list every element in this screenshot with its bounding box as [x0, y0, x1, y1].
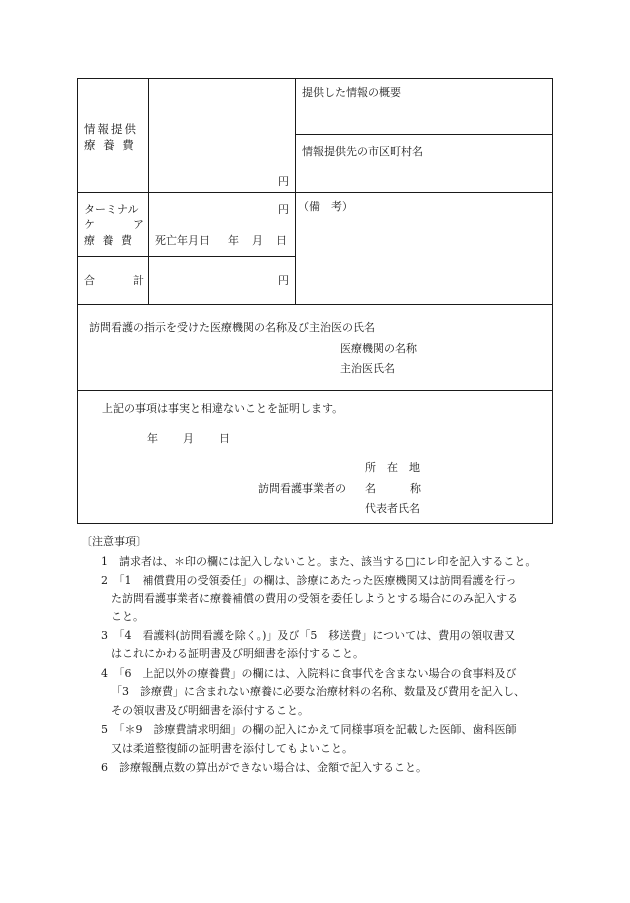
- note-line: はこれにかわる証明書及び明細書を添付すること。: [111, 647, 364, 660]
- table-row-divider-total: [77, 304, 553, 305]
- total-yen: 円: [278, 274, 289, 287]
- note-line: 「3 診療費」に含まれない療養に必要な治療材料の名称、数量及び費用を記入し、: [111, 685, 525, 698]
- death-date-day: 日: [276, 234, 287, 247]
- note-line: その領収書及び明細書を添付すること。: [111, 704, 309, 717]
- table-row-divider-fee: [77, 192, 553, 193]
- note-line: 4 「6 上記以外の療養費」の欄には、入院料に食事代を含まない場合の食事料及び: [101, 667, 517, 680]
- table-border-bottom: [77, 523, 553, 524]
- institution-name-label: 医療機関の名称: [340, 342, 417, 355]
- note-line: こと。: [111, 610, 144, 623]
- table-border-right: [552, 78, 553, 524]
- terminal-care-label-2b: ア: [133, 218, 144, 231]
- cert-date-day: 日: [219, 432, 230, 445]
- note-line: 1 請求者は、＊印の欄には記入しないこと。また、該当する□にレ印を記入すること。: [101, 555, 537, 568]
- table-border-left: [77, 78, 78, 524]
- info-fee-label-1: 情報提供: [84, 122, 138, 136]
- provider-label: 訪問看護事業者の: [258, 482, 346, 495]
- table-row-divider-institution: [77, 390, 553, 391]
- provider-name-label-b: 称: [410, 482, 421, 495]
- table-col-divider-1: [148, 78, 149, 304]
- note-line: 又は柔道整復師の証明書を添付してもよいこと。: [111, 742, 353, 755]
- terminal-care-yen: 円: [278, 203, 289, 216]
- note-line: 6 診療報酬点数の算出ができない場合は、金額で記入すること。: [101, 761, 427, 774]
- note-line: 3 「4 看護料(訪問看護を除く。)」及び「5 移送費」については、費用の領収書又: [101, 629, 516, 642]
- table-row-divider-info: [295, 134, 553, 135]
- death-date-month: 月: [252, 234, 263, 247]
- provider-address-label: 所 在 地: [365, 461, 420, 474]
- certification-statement: 上記の事項は事実と相違ないことを証明します。: [102, 402, 344, 415]
- doctor-name-label: 主治医氏名: [340, 362, 395, 375]
- note-line: た訪問看護事業者に療養補償の費用の受領を委任しようとする場合にのみ記入する: [111, 592, 518, 605]
- terminal-care-label-2a: ケ: [84, 218, 95, 231]
- medical-institution-heading: 訪問看護の指示を受けた医療機関の名称及び主治医の氏名: [89, 321, 375, 334]
- note-line: 2 「1 補償費用の受領委任」の欄は、診療にあたった医療機関又は訪問看護を行っ: [101, 574, 517, 587]
- notes-heading: 〔注意事項〕: [81, 535, 147, 548]
- provided-info-label: 提供した情報の概要: [302, 86, 401, 99]
- table-row-divider-terminal: [77, 256, 296, 257]
- representative-name-label: 代表者氏名: [365, 502, 420, 515]
- table-col-divider-2: [295, 78, 296, 304]
- terminal-care-label-1: ターミナル: [84, 203, 139, 216]
- cert-date-year: 年: [147, 432, 158, 445]
- provider-name-label-a: 名: [365, 482, 376, 495]
- death-date-label: 死亡年月日: [155, 234, 210, 247]
- total-label-b: 計: [133, 274, 144, 287]
- death-date-year: 年: [228, 234, 239, 247]
- info-fee-yen: 円: [278, 175, 289, 188]
- terminal-care-label-3: 療 養 費: [84, 234, 134, 247]
- info-fee-label-2: 療 養 費: [84, 138, 136, 152]
- total-label-a: 合: [84, 274, 95, 287]
- recipient-city-label: 情報提供先の市区町村名: [302, 145, 423, 158]
- note-line: 5 「＊9 診療費請求明細」の欄の記入にかえて同様事項を記載した医師、歯科医師: [101, 723, 517, 736]
- cert-date-month: 月: [183, 432, 194, 445]
- remarks-label: （備 考）: [298, 200, 353, 213]
